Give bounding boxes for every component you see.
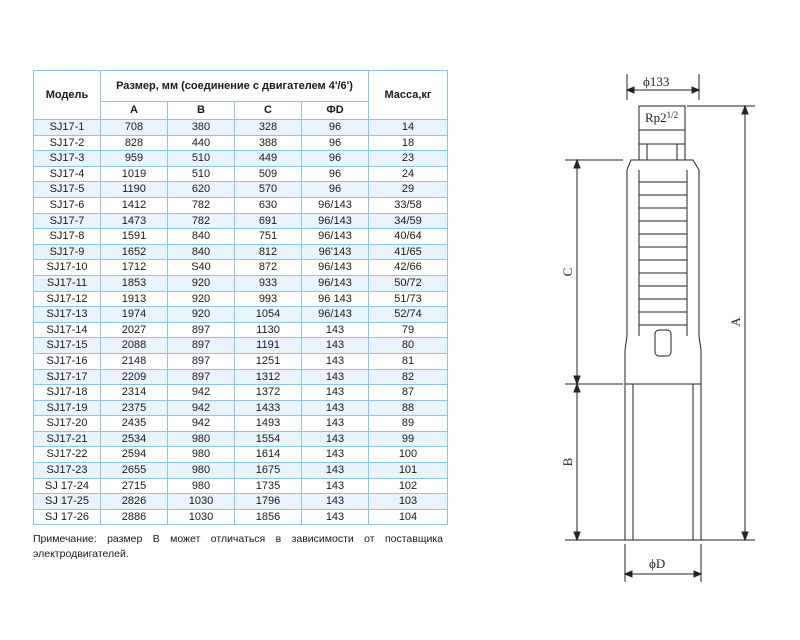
cell-a: 2594 (101, 447, 168, 463)
cell-model: SJ17-21 (34, 431, 101, 447)
table-row (34, 307, 448, 323)
table-row (34, 478, 448, 494)
cell-mass: 18 (369, 135, 448, 151)
cell-a: 2886 (101, 509, 168, 525)
cell-d: 96 (302, 182, 369, 198)
cell-d: 143 (302, 447, 369, 463)
table-row (34, 369, 448, 385)
table-row (34, 447, 448, 463)
cell-mass: 80 (369, 338, 448, 354)
cell-d: 96 143 (302, 291, 369, 307)
table-row (34, 135, 448, 151)
cell-b: 920 (168, 307, 235, 323)
cell-mass: 99 (369, 431, 448, 447)
cell-mass: 103 (369, 494, 448, 510)
cell-model: SJ17-23 (34, 463, 101, 479)
cell-c: 1493 (235, 416, 302, 432)
cell-b: 980 (168, 431, 235, 447)
cell-model: SJ17-8 (34, 229, 101, 245)
table-row (34, 182, 448, 198)
intake-slot (655, 330, 671, 356)
cell-c: 1054 (235, 307, 302, 323)
cell-a: 2375 (101, 400, 168, 416)
cell-model: SJ 17-26 (34, 509, 101, 525)
cell-d: 143 (302, 322, 369, 338)
cell-a: 2435 (101, 416, 168, 432)
cell-model: SJ17-18 (34, 385, 101, 401)
cell-b: 510 (168, 151, 235, 167)
cell-a: 2826 (101, 494, 168, 510)
cell-c: 1614 (235, 447, 302, 463)
cell-d: 96 (302, 135, 369, 151)
cell-d: 143 (302, 431, 369, 447)
label-thread: $Rp2^{1/2}$ (645, 110, 679, 125)
cell-mass: 23 (369, 151, 448, 167)
cell-mass: 87 (369, 385, 448, 401)
cell-d: 96 (302, 166, 369, 182)
table-row (34, 260, 448, 276)
cell-d: 143 (302, 463, 369, 479)
cell-b: 897 (168, 322, 235, 338)
cell-d: 143 (302, 338, 369, 354)
cell-b: 942 (168, 416, 235, 432)
cell-mass: 101 (369, 463, 448, 479)
table-row (34, 431, 448, 447)
table-row (34, 244, 448, 260)
pump-body (625, 160, 701, 384)
cell-model: SJ17-1 (34, 120, 101, 136)
cell-c: 751 (235, 229, 302, 245)
cell-b: 942 (168, 385, 235, 401)
cell-mass: 50/72 (369, 275, 448, 291)
table-row (34, 322, 448, 338)
cell-b: 942 (168, 400, 235, 416)
cell-mass: 104 (369, 509, 448, 525)
table-row (34, 400, 448, 416)
cell-c: 872 (235, 260, 302, 276)
cell-d: 143 (302, 369, 369, 385)
cell-d: 96/143 (302, 229, 369, 245)
cell-mass: 88 (369, 400, 448, 416)
cell-mass: 102 (369, 478, 448, 494)
cell-a: 2655 (101, 463, 168, 479)
table-row (34, 151, 448, 167)
cell-a: 1712 (101, 260, 168, 276)
cell-mass: 14 (369, 120, 448, 136)
cell-b: 840 (168, 244, 235, 260)
cell-b: 782 (168, 213, 235, 229)
cell-b: 380 (168, 120, 235, 136)
header-dimensions: Размер, мм (соединение с двигателем 4'/6') (101, 71, 369, 102)
cell-c: 449 (235, 151, 302, 167)
cell-a: 2148 (101, 353, 168, 369)
cell-model: SJ17-7 (34, 213, 101, 229)
cell-d: 96'143 (302, 244, 369, 260)
cell-a: 1913 (101, 291, 168, 307)
cell-model: SJ17-10 (34, 260, 101, 276)
cell-model: SJ17-5 (34, 182, 101, 198)
cell-c: 1130 (235, 322, 302, 338)
cell-a: 1190 (101, 182, 168, 198)
header-model: Модель (34, 71, 101, 120)
cell-c: 1796 (235, 494, 302, 510)
cell-mass: 42/66 (369, 260, 448, 276)
cell-b: 920 (168, 275, 235, 291)
cell-b: 897 (168, 338, 235, 354)
cell-d: 143 (302, 353, 369, 369)
cell-d: 96/143 (302, 213, 369, 229)
cell-c: 388 (235, 135, 302, 151)
label-a: A (728, 317, 743, 327)
label-b: B (560, 457, 575, 467)
cell-d: 143 (302, 494, 369, 510)
table-row (34, 120, 448, 136)
cell-mass: 33/58 (369, 197, 448, 213)
cell-model: SJ17-22 (34, 447, 101, 463)
cell-c: 570 (235, 182, 302, 198)
cell-b: 897 (168, 369, 235, 385)
cell-d: 96/143 (302, 260, 369, 276)
cell-b: 840 (168, 229, 235, 245)
cell-model: SJ 17-25 (34, 494, 101, 510)
table-row (34, 338, 448, 354)
cell-model: SJ17-6 (34, 197, 101, 213)
table-row (34, 416, 448, 432)
table-row (34, 291, 448, 307)
cell-d: 96 (302, 120, 369, 136)
header-mass: Масса,кг (369, 71, 448, 120)
motor-body (625, 384, 701, 540)
header-c: C (235, 102, 302, 120)
cell-a: 1974 (101, 307, 168, 323)
cell-a: 1591 (101, 229, 168, 245)
header-d: ФD (302, 102, 369, 120)
table-row (34, 197, 448, 213)
cell-mass: 52/74 (369, 307, 448, 323)
table-row (34, 385, 448, 401)
cell-c: 691 (235, 213, 302, 229)
cell-d: 143 (302, 400, 369, 416)
cell-mass: 81 (369, 353, 448, 369)
cell-c: 1191 (235, 338, 302, 354)
cell-d: 143 (302, 416, 369, 432)
cell-c: 1251 (235, 353, 302, 369)
cell-a: 708 (101, 120, 168, 136)
cell-model: SJ 17-24 (34, 478, 101, 494)
cell-mass: 51/73 (369, 291, 448, 307)
cell-b: 980 (168, 463, 235, 479)
cell-b: 440 (168, 135, 235, 151)
cell-mass: 29 (369, 182, 448, 198)
table-row (34, 213, 448, 229)
cell-c: 509 (235, 166, 302, 182)
cell-model: SJ17-11 (34, 275, 101, 291)
cell-b: 782 (168, 197, 235, 213)
spec-table (33, 70, 448, 525)
table-row (34, 166, 448, 182)
cell-b: 980 (168, 478, 235, 494)
pump-stages (639, 182, 687, 325)
cell-model: SJ17-16 (34, 353, 101, 369)
cell-a: 2027 (101, 322, 168, 338)
cell-a: 2715 (101, 478, 168, 494)
cell-b: 980 (168, 447, 235, 463)
cell-a: 1019 (101, 166, 168, 182)
cell-mass: 34/59 (369, 213, 448, 229)
cell-model: SJ17-12 (34, 291, 101, 307)
cell-d: 143 (302, 509, 369, 525)
table-row (34, 275, 448, 291)
cell-model: SJ17-13 (34, 307, 101, 323)
cell-d: 96/143 (302, 197, 369, 213)
cell-c: 1312 (235, 369, 302, 385)
cell-c: 1433 (235, 400, 302, 416)
cell-a: 828 (101, 135, 168, 151)
cell-a: 1853 (101, 275, 168, 291)
cell-model: SJ17-2 (34, 135, 101, 151)
table-row (34, 463, 448, 479)
cell-model: SJ17-4 (34, 166, 101, 182)
label-c: C (560, 267, 575, 277)
label-top-diameter: ϕ133 (643, 74, 670, 89)
cell-mass: 82 (369, 369, 448, 385)
cell-c: 812 (235, 244, 302, 260)
cell-model: SJ17-3 (34, 151, 101, 167)
cell-b: 1030 (168, 509, 235, 525)
cell-c: 1554 (235, 431, 302, 447)
table-row (34, 494, 448, 510)
table-row (34, 509, 448, 525)
footnote: Примечание: размер В может отличаться в зависимости от поставщика электродвигателей. (33, 533, 443, 560)
cell-a: 2314 (101, 385, 168, 401)
cell-c: 933 (235, 275, 302, 291)
cell-c: 1735 (235, 478, 302, 494)
cell-b: 897 (168, 353, 235, 369)
cell-c: 630 (235, 197, 302, 213)
header-a: A (101, 102, 168, 120)
cell-c: 328 (235, 120, 302, 136)
cell-model: SJ17-9 (34, 244, 101, 260)
cell-model: SJ17-19 (34, 400, 101, 416)
cell-d: 96/143 (302, 307, 369, 323)
cell-a: 2209 (101, 369, 168, 385)
cell-d: 96 (302, 151, 369, 167)
cell-a: 2088 (101, 338, 168, 354)
cell-a: 1473 (101, 213, 168, 229)
cell-b: 1030 (168, 494, 235, 510)
cell-a: 2534 (101, 431, 168, 447)
cell-model: SJ17-20 (34, 416, 101, 432)
cell-mass: 89 (369, 416, 448, 432)
table-body (34, 120, 448, 525)
cell-c: 993 (235, 291, 302, 307)
cell-mass: 24 (369, 166, 448, 182)
cell-d: 96/143 (302, 275, 369, 291)
pump-drawing (555, 60, 775, 600)
cell-b: 510 (168, 166, 235, 182)
label-bottom-diameter: ϕD (649, 556, 666, 571)
cell-c: 1372 (235, 385, 302, 401)
cell-model: SJ17-15 (34, 338, 101, 354)
cell-mass: 41/65 (369, 244, 448, 260)
table-row (34, 353, 448, 369)
cell-c: 1856 (235, 509, 302, 525)
cell-b: 620 (168, 182, 235, 198)
table-row (34, 229, 448, 245)
cell-model: SJ17-17 (34, 369, 101, 385)
cell-mass: 100 (369, 447, 448, 463)
header-b: B (168, 102, 235, 120)
cell-model: SJ17-14 (34, 322, 101, 338)
cell-mass: 40/64 (369, 229, 448, 245)
cell-mass: 79 (369, 322, 448, 338)
cell-a: 1412 (101, 197, 168, 213)
cell-d: 143 (302, 478, 369, 494)
cell-b: S40 (168, 260, 235, 276)
cell-b: 920 (168, 291, 235, 307)
cell-a: 1652 (101, 244, 168, 260)
cell-a: 959 (101, 151, 168, 167)
cell-d: 143 (302, 385, 369, 401)
cell-c: 1675 (235, 463, 302, 479)
